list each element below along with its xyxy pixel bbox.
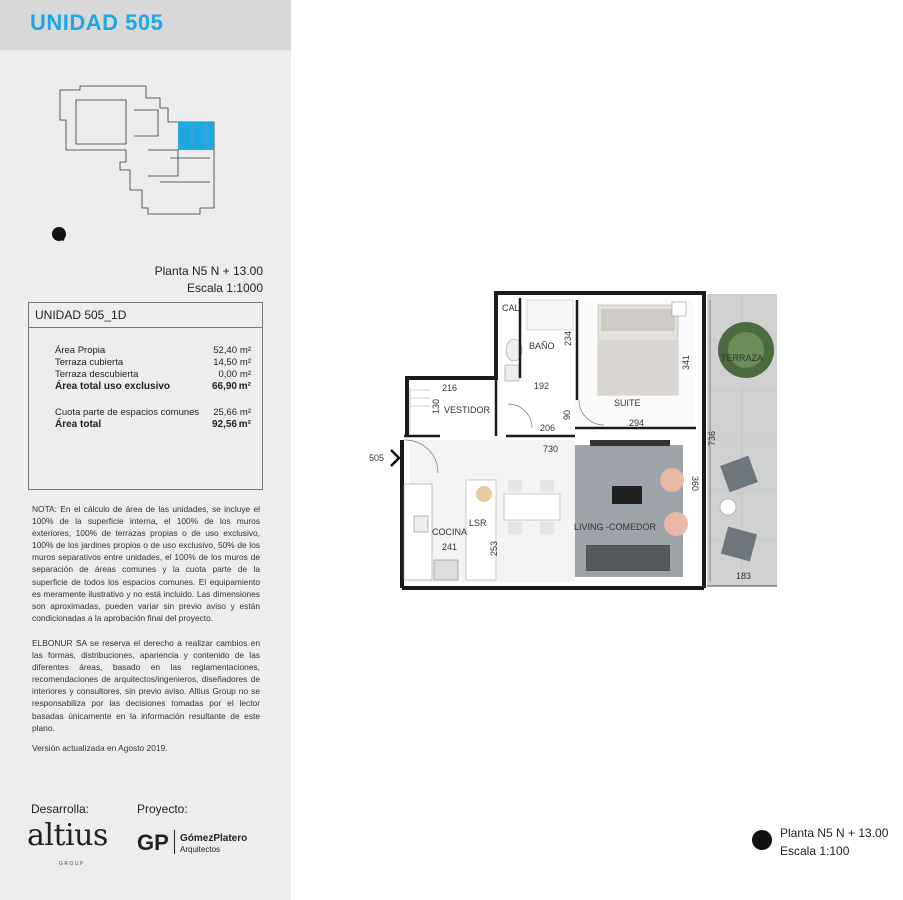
gp-logo-sub: Arquitectos	[180, 845, 221, 854]
dim-terraza-h: 736	[707, 430, 717, 446]
key-plan	[50, 78, 220, 218]
stove	[434, 560, 458, 580]
unit-areas-table: UNIDAD 505_1D Área Propia 52,40 m² Terraza cubierta 14,50 m² Terraza descubierta 0,00 m² Área total uso exclusivo 66,90 m² Cuota parte de espacios comunes 25,66 m² Área total 92,56 m²	[28, 302, 263, 490]
room-label-cocina: COCINA	[432, 527, 468, 537]
plan-level: Planta N5 N + 13.00	[780, 826, 889, 840]
dim-living-w: 730	[543, 444, 559, 454]
dim-hall-w: 206	[540, 423, 556, 433]
kitchen-sink	[414, 516, 428, 532]
stool	[476, 486, 492, 502]
area-note: NOTA: En el cálculo de área de las unidades, se incluye el 100% de la superficie interna, el 100% de los muros exteriores, 100% de terrazas propias o de uso exclusivo, 100% de los jardines propios o de uso exclusivo, 50% de los muros separativos entre unidades, el 100% de los muros de separación de áreas comunes y la cuota parte de la superficie de todos los espacios comunes. El equipamiento es meramente ilustrativo y no está incluido. Las dimensiones son aproximadas, pueden variar sin previo aviso y están condicionadas a la aprobación final del proyecto.	[32, 504, 260, 623]
unit-table-heading: UNIDAD 505_1D	[29, 303, 262, 328]
nightstand	[672, 302, 686, 316]
keyplan-level: Planta N5 N + 13.00	[154, 264, 263, 278]
room-label-suite: SUITE	[614, 398, 641, 408]
gp-logo-name: GómezPlatero	[180, 833, 248, 844]
dim-bano-h: 234	[563, 330, 573, 346]
room-label-cal: CAL	[502, 303, 520, 313]
shower	[527, 300, 573, 330]
page-title: UNIDAD 505	[30, 10, 164, 35]
north-arrow-icon	[752, 830, 772, 850]
altius-logo: altius	[27, 818, 108, 853]
developer-label: Desarrolla:	[31, 802, 90, 816]
floor-plan	[360, 288, 780, 593]
tv-unit	[590, 440, 670, 446]
gp-logo-divider	[174, 830, 175, 854]
room-label-vestidor: VESTIDOR	[444, 405, 491, 415]
dim-bano-w: 192	[534, 381, 550, 391]
plan-scale: Escala 1:100	[780, 844, 850, 858]
sofa	[586, 545, 670, 571]
dim-suite-h: 341	[681, 354, 691, 370]
altius-logo-sub: GROUP	[59, 861, 85, 867]
project-label: Proyecto:	[137, 802, 188, 816]
dim-vestidor-h: 130	[431, 398, 441, 414]
sink	[505, 365, 519, 381]
dim-cocina-h: 253	[489, 540, 499, 556]
armchair	[664, 512, 688, 536]
armchair	[660, 468, 684, 492]
unit-number-label: 505	[369, 453, 385, 463]
dim-hall-h: 90	[562, 409, 572, 420]
coffee-table	[612, 486, 642, 504]
dim-vestidor-w: 216	[442, 383, 458, 393]
keyplan-scale: Escala 1:1000	[186, 281, 263, 295]
side-table	[720, 499, 736, 515]
dim-terraza-w: 183	[736, 571, 752, 581]
dim-suite-w: 294	[629, 418, 645, 428]
north-arrow-icon	[52, 227, 66, 241]
dim-cocina-w: 241	[442, 542, 458, 552]
room-label-terraza: TERRAZA	[721, 353, 764, 363]
version-note: Versión actualizada en Agosto 2019.	[32, 743, 168, 753]
info-sidebar	[0, 0, 291, 900]
entrance-arrow-icon	[391, 450, 399, 466]
dim-living-h: 360	[690, 476, 700, 492]
room-label-living: LIVING -COMEDOR	[574, 522, 657, 532]
bed	[598, 305, 678, 395]
room-label-bano: BAÑO	[529, 341, 555, 351]
title-bar	[0, 0, 291, 50]
gp-logo: GP	[137, 830, 169, 855]
room-label-lsr: LSR	[469, 518, 487, 528]
disclaimer-note: ELBONUR SA se reserva el derecho a realizar cambios en las formas, distribuciones, apariencia y contenido de las diferentes áreas, basado en las reglamentaciones, recomendaciones de arquitectos/ingenieros, diseñadores de interiores y consultores, sin previo aviso. Altius Group no se responsabiliza por las decisiones tomadas por el lector basadas únicamente en la información resultante de este plano.	[32, 638, 260, 733]
unit-highlight	[178, 122, 214, 150]
dining-table	[504, 494, 560, 520]
